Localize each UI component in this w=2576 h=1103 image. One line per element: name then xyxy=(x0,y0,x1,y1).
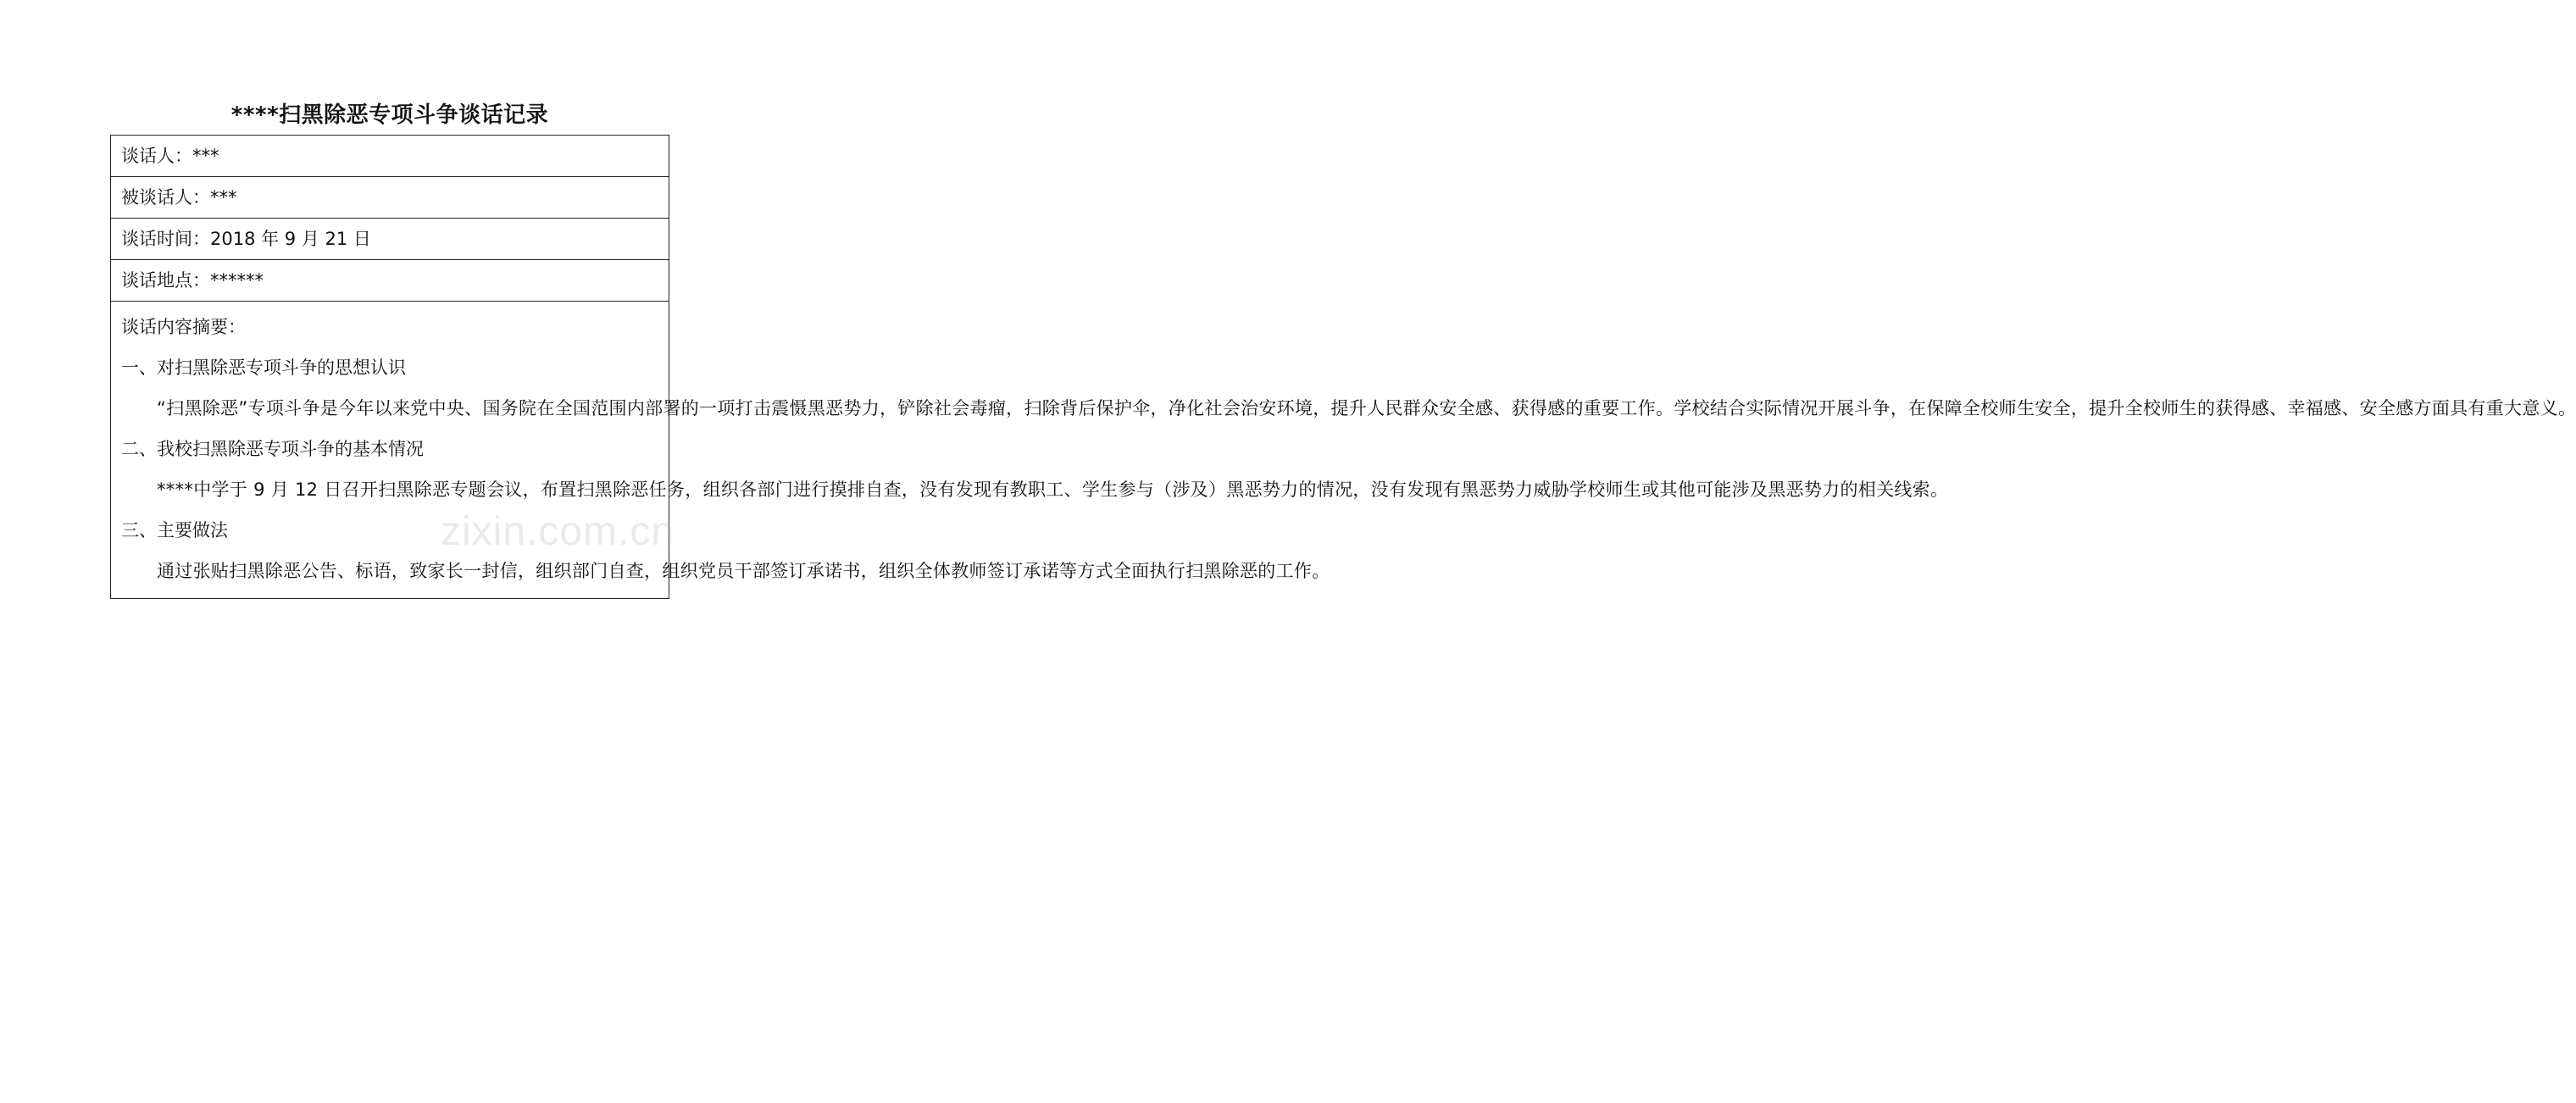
section-heading: 二、我校扫黑除恶专项斗争的基本情况 xyxy=(121,439,424,459)
section-body: 通过张贴扫黑除恶公告、标语，致家长一封信，组织部门自查，组织党员干部签订承诺书，组织全体教师签订承诺等方式全面执行扫黑除恶的工作。 xyxy=(157,561,1330,581)
section-heading: 三、主要做法 xyxy=(121,520,228,540)
watermark: zixin.com.cn xyxy=(441,509,675,554)
record-table xyxy=(110,135,2576,599)
location-row: 谈话地点：****** xyxy=(111,260,669,302)
section-body: ****中学于 9 月 12 日召开扫黑除恶专题会议，布置扫黑除恶任务，组织各部门进行摸排自查，没有发现有教职工、学生参与（涉及）黑恶势力的情况，没有发现有黑恶势力威胁学校师生或其他可能涉及黑恶势力的相关线索。 xyxy=(157,479,1949,500)
section-heading: 一、对扫黑除恶专项斗争的思想认识 xyxy=(121,358,406,378)
interviewee-row: 被谈话人：*** xyxy=(111,177,669,219)
interviewer-row: 谈话人：*** xyxy=(111,136,669,177)
page-title: ****扫黑除恶专项斗争谈话记录 xyxy=(230,103,549,128)
summary-cell xyxy=(111,302,2576,598)
section-body: “扫黑除恶”专项斗争是今年以来党中央、国务院在全国范围内部署的一项打击震慑黑恶势力，铲除社会毒瘤，扫除背后保护伞，净化社会治安环境，提升人民群众安全感、获得感的重要工作。学校结合实际情况开展斗争，在保障全校师生安全，提升全校师生的获得感、幸福感、安全感方面具有重大意义。 xyxy=(157,398,2576,418)
summary-label: 谈话内容摘要： xyxy=(121,317,246,337)
time-row: 谈话时间：2018 年 9 月 21 日 xyxy=(111,219,669,260)
